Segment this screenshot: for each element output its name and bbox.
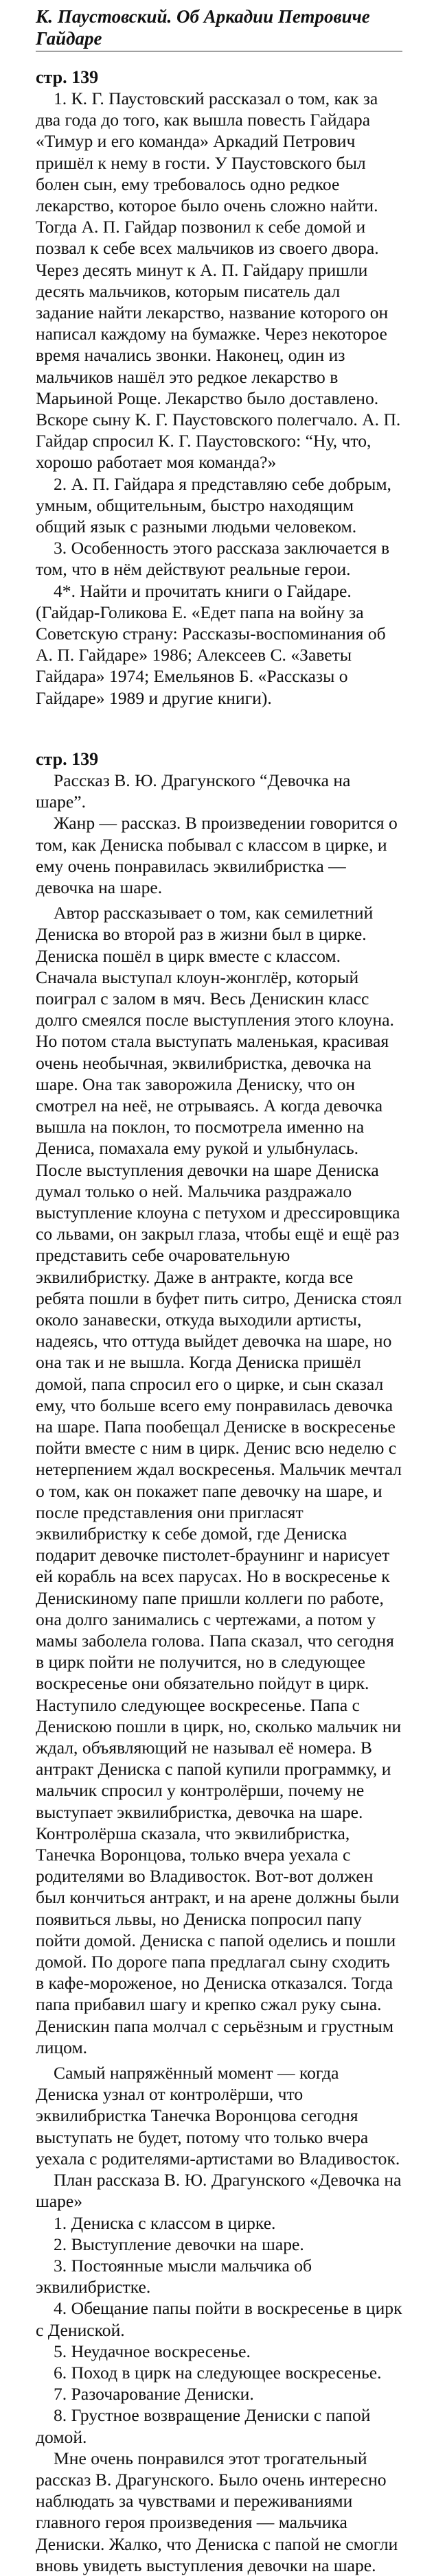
plan-item: 8. Грустное возвращение Дениски с папой домой.	[36, 2405, 371, 2447]
plan-item: 7. Разочарование Дениски.	[54, 2384, 254, 2404]
answer-3: 3. Особенность этого рассказа заключается в том, что в нём действуют реальные герои.	[36, 538, 390, 580]
plan-title: План рассказа В. Ю. Драгунского «Девочка на шаре»	[36, 2170, 402, 2212]
section-paustovsky	[36, 67, 402, 709]
plan-item: 5. Неудачное воскресенье.	[54, 2341, 251, 2361]
page-reference: стр. 139	[36, 748, 99, 769]
story-plan	[36, 2212, 402, 2448]
tense-moment-paragraph: Самый напряжённый момент — когда Дениска узнал от контролёрши, что эквилибристка Танечка Воронцова сегодня выступать не будет, потому что только вчера уехала с родителями-артистами во Владивосток.	[36, 2063, 400, 2169]
conclusion-paragraph: Мне очень понравился этот трогательный рассказ В. Драгунского. Было очень интересно наблюдать за чувствами и переживаниями главного героя произведения — мальчика Дениски. Жалко, что Дениска с папой не смогли вновь увидеть выступления девочки на шаре.	[36, 2448, 398, 2575]
plan-item: 2. Выступление девочки на шаре.	[54, 2234, 304, 2254]
answer-4: 4*. Найти и прочитать книги о Гайдаре. (Гайдар-Голикова Е. «Едет папа на войну за Советскую страну: Рассказы-воспоминания об А. П. Гайдаре» 1986; Алексеев С. «Заветы Гайдара» 1974; Емельянов Б. «Рассказы о Гайдаре» 1989 и другие книги).	[36, 580, 386, 708]
section-dragunsky	[36, 748, 402, 2576]
genre-paragraph: Жанр — рассказ. В произведении говорится о том, как Дениска побывал с классом в цирке, и ему очень понравилась эквилибристка — девочка на шаре.	[36, 813, 398, 897]
plan-item: 4. Обещание папы пойти в воскресенье в цирк с Дениской.	[36, 2298, 402, 2340]
plan-item: 3. Постоянные мысли мальчика об эквилибристке.	[36, 2255, 312, 2297]
plan-item: 6. Поход в цирк на следующее воскресенье.	[54, 2362, 382, 2383]
answer-1: 1. К. Г. Паустовский рассказал о том, как за два года до того, как вышла повесть Гайдара «Тимур и его команда» Аркадий Петрович пришёл к нему в гости. У Паустовского был болен сын, ему требовалось одно редкое лекарство, которое было очень сложно найти. Тогда А. П. Гайдар позвонил к себе домой и позвал к себе всех мальчиков из своего двора. Через десять минут к А. П. Гайдару пришли десять мальчиков, которым писатель дал задание найти лекарство, название которого он написал каждому на бумажке. Через некоторое время начались звонки. Наконец, один из мальчиков нашёл это редкое лекарство в Марьиной Роще. Лекарство было доставлено. Вскоре сыну К. Г. Паустовского полегчало. А. П. Гайдар спросил К. Г. Паустовского: “Ну, что, хорошо работает моя команда?»	[36, 88, 401, 473]
summary-paragraph: Автор рассказывает о том, как семилетний Дениска во второй раз в жизни был в цирке. Дениска пошёл в цирк вместе с классом. Сначала выступал клоун-жонглёр, который поиграл с залом в мяч. Весь Денискин класс долго смеялся после выступления этого клоуна. Но потом стала выступать маленькая, красивая очень необычная, эквилибристка, девочка на шаре. Она так заворожила Дениску, что он смотрел на неё, не отрываясь. А когда девочка вышла на поклон, то посмотрела именно на Дениса, помахала ему рукой и улыбнулась. После выступления девочки на шаре Дениска думал только о ней. Мальчика раздражало выступление клоуна с петухом и дрессировщика со львами, он закрыл глаза, чтобы ещё и ещё раз представить себе очаровательную эквилибристку. Даже в антракте, когда все ребята пошли в буфет пить ситро, Дениска стоял около занавески, откуда выходили артисты, надеясь, что оттуда выйдет девочка на шаре, но она так и не вышла. Когда Дениска пришёл домой, папа спросил его о цирке, и сын сказал ему, что больше всего ему понравилась девочка на шаре. Папа пообещал Дениске в воскресенье пойти вместе с ним в цирк. Денис всю неделю с нетерпением ждал воскресенья. Мальчик мечтал о том, как он покажет папе девочку на шаре, и после представления они пригласят эквилибристку к себе домой, где Дениска подарит девочке пистолет-браунинг и нарисует ей корабль на всех парусах. Но в воскресенье к Денискиному папе пришли коллеги по работе, она долго занимались с чертежами, а потом у мамы заболела голова. Папа сказал, что сегодня в цирк пойти не получится, но в следующее воскресенье они обязательно пойдут в цирк. Наступило следующее воскресенье. Папа с Денискою пошли в цирк, но, сколько мальчик ни ждал, объявляющий не называл её номера. В антракт Дениска с папой купили программку, и мальчик спросил у контролёрши, почему не выступает эквилибристка, девочка на шаре. Контролёрша сказала, что эквилибристка, Танечка Воронцова, только вчера уехала с родителями во Владивосток. Вот-вот должен был кончиться антракт, и на арене должны были появиться львы, но Дениска попросил папу пойти домой. Дениска с папой оделись и пошли домой. По дороге папа предлагал сыну сходить в кафе-мороженое, но Дениска отказался. Тогда папа прибавил шагу и крепко сжал руку сына. Денискин папа молчал с серьёзным и грустным лицом.	[36, 903, 402, 2057]
answer-2: 2. А. П. Гайдара я представляю себе добрым, умным, общительным, быстро находящим общий язык с разными людьми человеком.	[36, 473, 391, 537]
story-title: Рассказ В. Ю. Драгунского “Девочка на шаре”.	[36, 770, 351, 812]
plan-item: 1. Дениска с классом в цирке.	[54, 2212, 276, 2233]
page-reference: стр. 139	[36, 67, 99, 87]
running-header: К. Паустовский. Об Аркадии Петровиче Гайдаре	[36, 5, 402, 51]
